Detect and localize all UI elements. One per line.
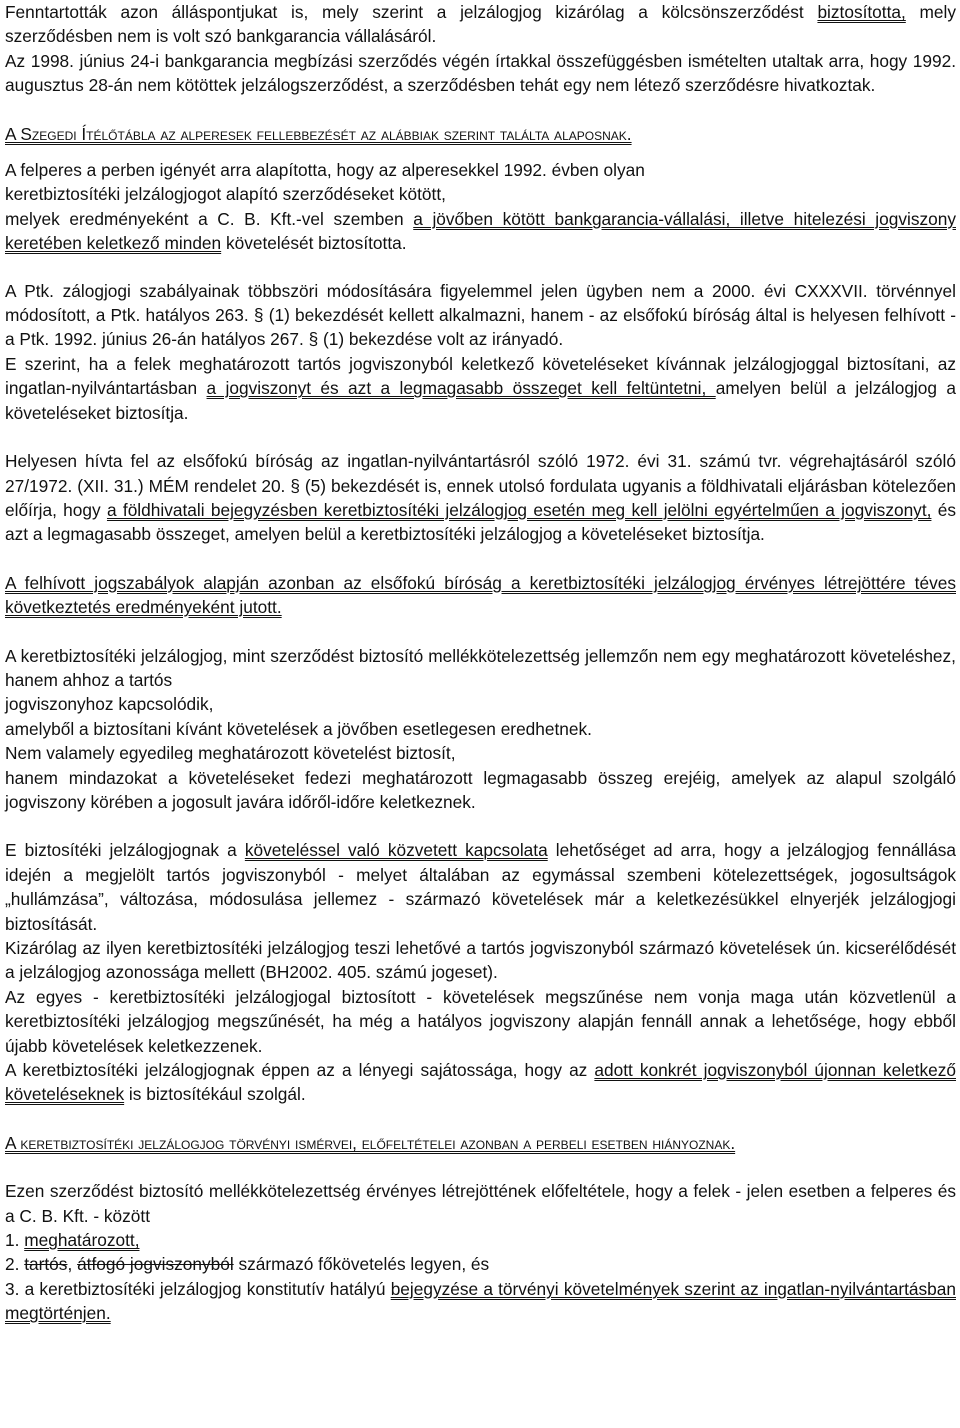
- text: keretbiztosítéki jelzálogjogot alapító szerződéseket kötött,: [5, 184, 446, 205]
- text: A Ptk. zálogjogi szabályainak többszöri módosítására figyelemmel jelen ügyben nem a 2000. évi CXXXVII. törvénnyel módosított, a Ptk. hatályos 263. § (1) bekezdését kellett alkalmazni, hanem - az elsőfokú bíróság által is helyesen felhívott - a Ptk. 1992. június 26-án hatályos 267. § (1) bekezdése volt az irányadó.: [5, 280, 956, 350]
- text: melyek eredményeként a C. B. Kft.-vel szemben: [5, 208, 414, 229]
- list-number: 2.: [5, 1254, 25, 1275]
- struck-text: tartós: [24, 1254, 68, 1275]
- paragraph-8: [5, 838, 956, 1106]
- criteria-list: [5, 1228, 956, 1326]
- paragraph-1: [5, 0, 956, 98]
- list-number: 1.: [5, 1230, 25, 1251]
- underlined-text: adott konkrét jogviszonyból újonnan keletkező követeléseknek: [5, 1060, 956, 1105]
- text: A keretbiztosítéki jelzálogjog, mint szerződést biztosító mellékkötelezettség jellemzőn nem egy meghatározott követeléshez, hanem ahhoz a tartós: [5, 645, 956, 690]
- paragraph-4: [5, 352, 956, 425]
- text: követelését biztosította.: [221, 233, 407, 254]
- text: Az 1998. június 24-i bankgarancia megbízási szerződés végén írtakkal összefüggésben ismételten utaltak arra, hogy 1992. augusztus 28-án nem kötöttek jelzálogszerződést, a szerződésben tehát egy nem létező szerződésre hivatkoztak.: [5, 50, 956, 96]
- text: is biztosítékául szolgál.: [124, 1084, 306, 1105]
- underlined-text: meghatározott,: [24, 1230, 140, 1251]
- text: amelyből a biztosítani kívánt követelések a jövőben esetlegesen eredhetnek.: [5, 718, 592, 739]
- text: és azt a legmagasabb összeget, amelyen belül a keretbiztosítéki jelzálogjog a követeléseket biztosítja.: [5, 499, 956, 545]
- text: Ezen szerződést biztosító mellékkötelezettség érvényes létrejöttének előfeltétele, hogy a felek - jelen esetben a felperes és a C. B. Kft. - között: [5, 1181, 956, 1226]
- heading-text: A keretbiztosítéki jelzálogjog törvényi ismérvei, előfeltételei azonban a perbeli esetben hiányoznak.: [5, 1132, 736, 1153]
- paragraph-7: [5, 644, 956, 815]
- text: E biztosítéki jelzálogjognak a: [5, 840, 245, 861]
- underlined-text: a jogviszonyt és azt a legmagasabb összeget kell feltüntetni,: [206, 378, 716, 399]
- text: lehetőséget ad arra, hogy a jelzálogjog fennállása idején a megjelölt tartós jogviszonyból - melyet általában az egymással szembeni kötelezettségek, jogosultságok „hullámzása”, változása, módosulása jellemez - származó követelések már a keletkezésükkel elnyerjék jelzálogjogi biztosítását.: [5, 840, 956, 934]
- text: 3. a keretbiztosítéki jelzálogjog konstitutív hatályú: [5, 1278, 391, 1299]
- paragraph-5: [5, 449, 956, 547]
- paragraph-2: [5, 158, 956, 256]
- text: Nem valamely egyedileg meghatározott követelést biztosít,: [5, 743, 456, 764]
- paragraph-9: [5, 1179, 956, 1228]
- text: A keretbiztosítéki jelzálogjognak éppen az a lényegi sajátossága, hogy az: [5, 1060, 595, 1081]
- underlined-text: A felhívott jogszabályok alapján azonban az elsőfokú bíróság a keretbiztosítéki jelzálogjog érvényes létrejöttére téves következtetés eredményeként jutott.: [5, 572, 956, 618]
- text: Kizárólag az ilyen keretbiztosítéki jelzálogjog teszi lehetővé a tartós jogviszonyból származó követelések ún. kicserélődését a jelzálogjog azonossága mellett (BH2002. 405. számú jogeset).: [5, 938, 956, 983]
- paragraph-6: [5, 571, 956, 620]
- text: E szerint, ha a felek meghatározott tartós jogviszonyból keletkező követeléseket kívánnak jelzálogjoggal biztosítani, az ingatlan-nyilvántartásban: [5, 353, 956, 399]
- underlined-text: a földhivatali bejegyzésben keretbiztosítéki jelzálogjog esetén meg kell jelölni egyértelműen a jogviszonyt,: [106, 499, 932, 520]
- text: származó főkövetelés legyen, és: [233, 1254, 490, 1275]
- heading-text: A Szegedi Ítélőtábla az alperesek fellebbezését az alábbiak szerint találta alaposnak.: [5, 123, 632, 144]
- paragraph-3: [5, 279, 956, 352]
- text: amelyen belül a jelzálogjog a követeléseket biztosítja.: [5, 378, 956, 423]
- underlined-text: biztosította,: [817, 2, 906, 22]
- struck-text: átfogó jogviszonyból: [77, 1254, 234, 1275]
- underlined-text: a jövőben kötött bankgarancia-vállalási, illetve hitelezési jogviszony keretében keletkező minden: [5, 208, 956, 254]
- list-item: [5, 1228, 956, 1252]
- text: Helyesen hívta fel az elsőfokú bíróság az ingatlan-nyilvántartásról szóló 1972. évi 31. számú tvr. végrehajtásáról szóló 27/1972. (XII. 31.) MÉM rendelet 20. § (5) bekezdését is, ennek utolsó fordulata ugyanis a földhivatali eljárásban kötelezően előírja, hogy: [5, 451, 956, 520]
- text: Az egyes - keretbiztosítéki jelzálogjogal biztosított - követelések megszűnése nem vonja maga után közvetlenül a keretbiztosítéki jelzálogjog megszűnését, ha még a hatályos jogviszony alapján fennáll annak a lehetősége, hogy ebből újabb követelések keletkezzenek.: [5, 986, 956, 1056]
- underlined-text: követeléssel való közvetett kapcsolata: [244, 840, 548, 861]
- document-page: [5, 0, 956, 1326]
- text: hanem mindazokat a követeléseket fedezi meghatározott legmagasabb összeg erejéig, amelyek az alapul szolgáló jogviszony körében a jogosult javára időről-időre keletkeznek.: [5, 767, 956, 812]
- text: ,: [67, 1254, 78, 1275]
- text: Fenntartották azon álláspontjukat is, mely szerint a jelzálogjog kizárólag a kölcsönszerződést: [5, 2, 818, 22]
- text: A felperes a perben igényét arra alapította, hogy az alperesekkel 1992. évben olyan: [5, 160, 645, 181]
- text: mely szerződésben nem is volt szó bankgarancia vállalásáról.: [5, 2, 956, 47]
- heading-missing-criteria: [5, 1131, 956, 1155]
- heading-court-finding: [5, 122, 956, 146]
- text: jogviszonyhoz kapcsolódik,: [5, 694, 214, 715]
- underlined-text: bejegyzése a törvényi követelmények szerint az ingatlan-nyilvántartásban megtörténjen.: [5, 1278, 956, 1324]
- list-item: [5, 1277, 956, 1326]
- list-item: [5, 1252, 956, 1276]
